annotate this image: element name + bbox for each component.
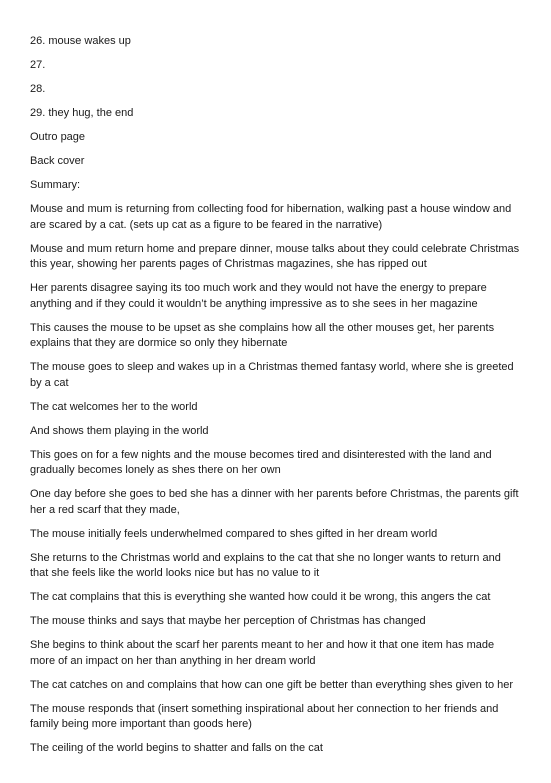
summary-heading: Summary: <box>30 179 81 191</box>
summary-paragraph: The mouse goes to sleep and wakes up in a Christmas themed fantasy world, where she is greeted by a cat <box>30 361 514 389</box>
summary-paragraph: The mouse initially feels underwhelmed compared to shes gifted in her dream world <box>30 527 438 540</box>
summary-paragraph: Mouse and mum return home and prepare dinner, mouse talks about they could celebrate Christmas this year, showing her parents pages of Christmas magazines, she has ripped out <box>30 242 520 270</box>
back-cover-line: Back cover <box>30 155 85 167</box>
summary-paragraph: The mouse thinks and says that maybe her perception of Christmas has changed <box>30 615 426 627</box>
line-27: 27. <box>30 59 46 71</box>
summary-paragraph: She returns to the Christmas world and explains to the cat that she no longer wants to return and that she feels like the world looks nice but has no value to it <box>30 551 501 579</box>
summary-paragraph: Mouse and mum is returning from collecting food for hibernation, walking past a house window and are scared by a cat. (sets up cat as a figure to be feared in the narrative) <box>30 203 512 231</box>
line-29: 29. they hug, the end <box>30 107 134 119</box>
summary-paragraph: She begins to think about the scarf her parents meant to her and how it that one item has made more of an impact on her than anything in her dream world <box>30 639 495 667</box>
summary-paragraph: The cat complains that this is everything she wanted how could it be wrong, this angers the cat <box>30 591 491 603</box>
summary-paragraph: The cat catches on and complains that how can one gift be better than everything shes given to her <box>30 678 514 691</box>
summary-paragraph: The ceiling of the world begins to shatter and falls on the cat <box>30 742 323 754</box>
summary-paragraph: The mouse responds that (insert something inspirational about her connection to her friends and family being more important than goods here) <box>30 702 499 730</box>
summary-paragraph: The cat welcomes her to the world <box>30 400 198 413</box>
summary-paragraph: Her parents disagree saying its too much work and they would not have the energy to prepare anything and if they could it wouldn’t be anything impressive as to she sees in her magazine <box>30 282 487 310</box>
summary-paragraph: This causes the mouse to be upset as she complains how all the other mouses get, her parents explains that they are dormice so only they hibernate <box>30 321 495 349</box>
line-26: 26. mouse wakes up <box>30 35 131 47</box>
summary-paragraph: One day before she goes to bed she has a dinner with her parents before Christmas, the parents gift her a red scarf that they made, <box>30 488 519 516</box>
summary-paragraph: This goes on for a few nights and the mouse becomes tired and disinterested with the land and gradually becomes lonely as shes there on her own <box>30 448 492 476</box>
outro-page-line: Outro page <box>30 131 86 143</box>
line-28: 28. <box>30 83 46 95</box>
summary-paragraph: And shows them playing in the world <box>30 424 209 437</box>
